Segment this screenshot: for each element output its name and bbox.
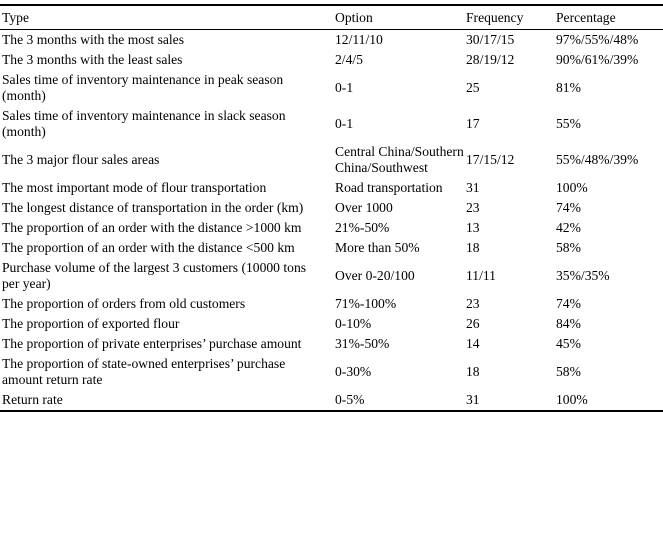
header-frequency: Frequency	[466, 10, 524, 25]
cell-frequency: 26	[466, 316, 480, 331]
cell-type: The longest distance of transportation in the order (km)	[2, 200, 304, 215]
cell-percentage: 100%	[556, 392, 588, 407]
cell-percentage: 42%	[556, 220, 581, 235]
cell-type: Purchase volume of the largest 3 customers (10000 tons per year)	[2, 260, 307, 291]
cell-frequency: 17/15/12	[466, 152, 515, 167]
cell-percentage: 90%/61%/39%	[556, 52, 639, 67]
cell-type: The proportion of an order with the distance <500 km	[2, 240, 295, 255]
cell-frequency: 23	[466, 200, 480, 215]
table-row	[0, 218, 663, 238]
cell-frequency: 31	[466, 392, 480, 407]
cell-option: 71%-100%	[335, 296, 397, 311]
cell-percentage: 100%	[556, 180, 588, 195]
cell-type: The proportion of exported flour	[2, 316, 180, 331]
table-row	[0, 70, 663, 106]
cell-option: 0-30%	[335, 364, 372, 379]
table-row	[0, 314, 663, 334]
cell-type: The most important mode of flour transportation	[2, 180, 267, 195]
cell-percentage: 35%/35%	[556, 268, 610, 283]
table-row	[0, 334, 663, 354]
cell-frequency: 30/17/15	[466, 32, 515, 47]
table-row	[0, 178, 663, 198]
cell-type: The proportion of orders from old customers	[2, 296, 246, 311]
header-type: Type	[2, 10, 29, 25]
table-body	[0, 30, 663, 412]
table-row	[0, 30, 663, 51]
cell-frequency: 23	[466, 296, 480, 311]
cell-option: 31%-50%	[335, 336, 390, 351]
table-row	[0, 258, 663, 294]
table-row	[0, 142, 663, 178]
cell-type: Return rate	[2, 392, 63, 407]
cell-frequency: 28/19/12	[466, 52, 515, 67]
cell-type: The 3 months with the least sales	[2, 52, 183, 67]
cell-option: 12/11/10	[335, 32, 383, 47]
cell-frequency: 18	[466, 364, 480, 379]
cell-frequency: 11/11	[466, 268, 496, 283]
table-row	[0, 106, 663, 142]
table-row	[0, 390, 663, 411]
cell-option: 21%-50%	[335, 220, 390, 235]
cell-type: The 3 major flour sales areas	[2, 152, 160, 167]
cell-option: More than 50%	[335, 240, 420, 255]
cell-type: The proportion of private enterprises’ purchase amount	[2, 336, 302, 351]
cell-percentage: 55%/48%/39%	[556, 152, 639, 167]
cell-option: 0-10%	[335, 316, 372, 331]
cell-type: The proportion of state-owned enterprises’ purchase amount return rate	[2, 356, 286, 387]
table-header	[0, 5, 663, 30]
header-row	[0, 5, 663, 30]
cell-option: 0-1	[335, 80, 354, 95]
cell-percentage: 97%/55%/48%	[556, 32, 639, 47]
cell-percentage: 81%	[556, 80, 581, 95]
cell-option: Road transportation	[335, 180, 443, 195]
cell-percentage: 58%	[556, 364, 581, 379]
cell-frequency: 14	[466, 336, 480, 351]
cell-option: Over 1000	[335, 200, 393, 215]
table-row	[0, 198, 663, 218]
cell-frequency: 18	[466, 240, 480, 255]
cell-frequency: 25	[466, 80, 480, 95]
cell-percentage: 58%	[556, 240, 581, 255]
cell-percentage: 74%	[556, 200, 581, 215]
cell-option: Central China/Southern China/Southwest	[335, 144, 464, 175]
cell-percentage: 74%	[556, 296, 581, 311]
cell-type: Sales time of inventory maintenance in slack season (month)	[2, 108, 286, 139]
cell-option: Over 0-20/100	[335, 268, 415, 283]
table-row	[0, 294, 663, 314]
cell-type: The proportion of an order with the distance >1000 km	[2, 220, 302, 235]
cell-percentage: 55%	[556, 116, 581, 131]
header-percentage: Percentage	[556, 10, 616, 25]
survey-results-table	[0, 4, 663, 412]
table-row	[0, 50, 663, 70]
cell-type: Sales time of inventory maintenance in peak season (month)	[2, 72, 284, 103]
table-row	[0, 238, 663, 258]
cell-option: 0-1	[335, 116, 354, 131]
cell-percentage: 84%	[556, 316, 581, 331]
cell-type: The 3 months with the most sales	[2, 32, 184, 47]
header-option: Option	[335, 10, 373, 25]
cell-frequency: 13	[466, 220, 480, 235]
cell-option: 0-5%	[335, 392, 365, 407]
cell-option: 2/4/5	[335, 52, 363, 67]
table-row	[0, 354, 663, 390]
cell-frequency: 17	[466, 116, 480, 131]
cell-percentage: 45%	[556, 336, 581, 351]
cell-frequency: 31	[466, 180, 480, 195]
